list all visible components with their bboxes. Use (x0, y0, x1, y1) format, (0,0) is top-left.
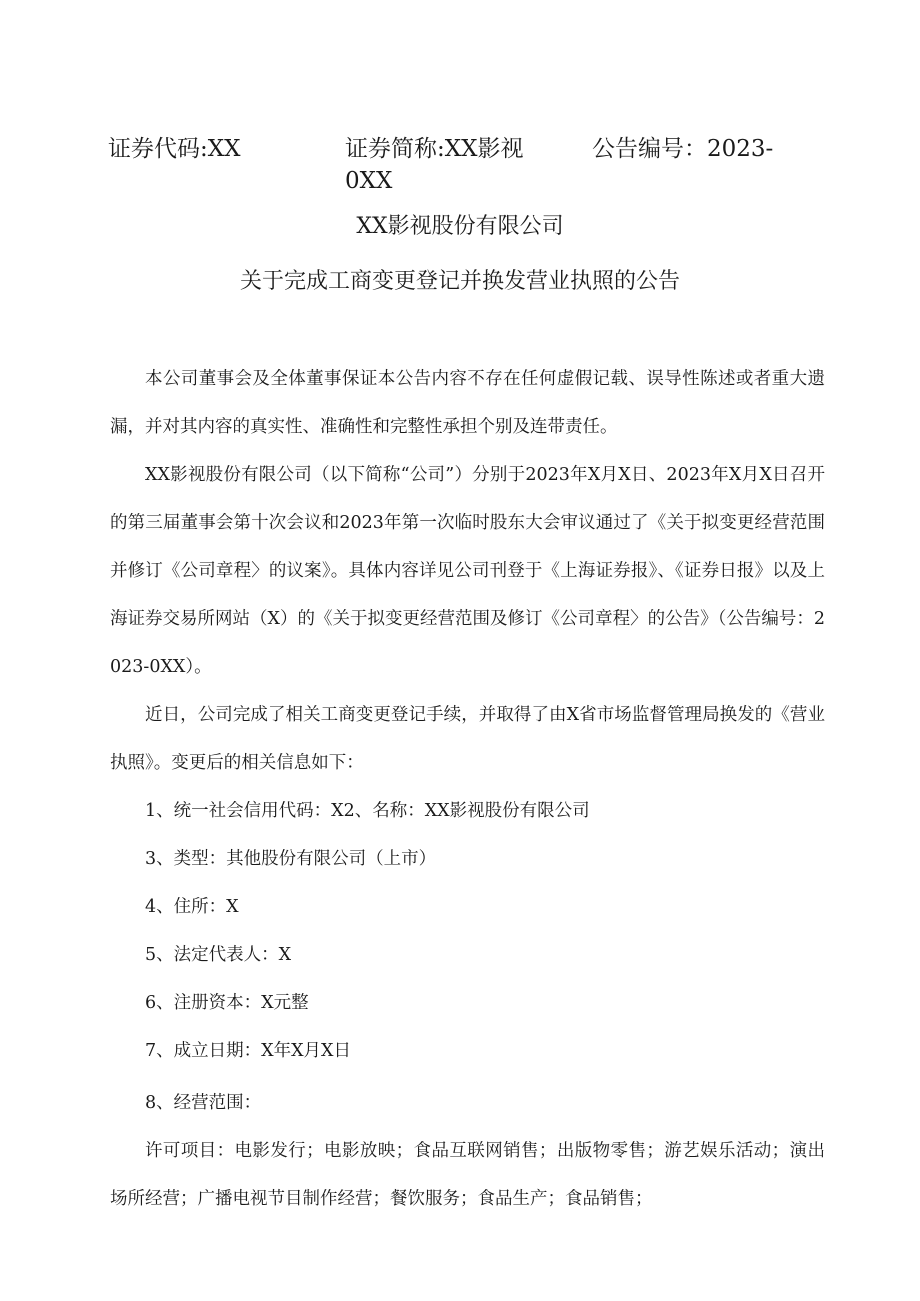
list-item: 1、统一社会信用代码：X2、名称：XX影视股份有限公司 (145, 801, 590, 821)
paragraph-statement: 本公司董事会及全体董事保证本公告内容不存在任何虚假记载、误导性陈述或者重大遗漏，并对其内容的真实性、准确性和完整性承担个别及连带责任。 (110, 369, 825, 437)
announcement-body (110, 355, 825, 1223)
security-code: 证券代码:XX (108, 136, 241, 162)
list-item: 4、住所：X (145, 897, 239, 917)
security-abbreviation: 证券简称:XX影视 (345, 136, 524, 162)
paragraph-business-scope: 许可项目：电影发行；电影放映；食品互联网销售；出版物零售；游艺娱乐活动；演出场所经营；广播电视节目制作经营；餐饮服务；食品生产；食品销售； (110, 1141, 825, 1209)
list-item: 7、成立日期：X年X月X日 (145, 1041, 352, 1061)
list-item: 8、经营范围： (145, 1093, 262, 1113)
announcement-number-continued: 0XX (345, 168, 393, 194)
paragraph-update: 近日，公司完成了相关工商变更登记手续，并取得了由X省市场监督管理局换发的《营业执照》。变更后的相关信息如下： (110, 705, 825, 773)
list-item: 6、注册资本：X元整 (145, 993, 309, 1013)
announcement-title: 关于完成工商变更登记并换发营业执照的公告 (239, 269, 680, 294)
paragraph-background: XX影视股份有限公司（以下简称“公司”）分别于2023年X月X日、2023年X月X日召开的第三届董事会第十次会议和2023年第一次临时股东大会审议通过了《关于拟变更经营范围并修订《公司章程〉的议案》。具体内容详见公司刊登于《上海证券报》、《证券日报》以及上海证券交易所网站（X）的《关于拟变更经营范围及修订《公司章程〉的公告》（公告编号：2023-0XX）。 (110, 465, 825, 677)
company-name: XX影视股份有限公司 (356, 214, 564, 239)
list-item: 5、法定代表人：X (145, 945, 292, 965)
announcement-number: 公告编号：2023- (592, 136, 774, 162)
list-item: 3、类型：其他股份有限公司（上市） (145, 849, 437, 869)
